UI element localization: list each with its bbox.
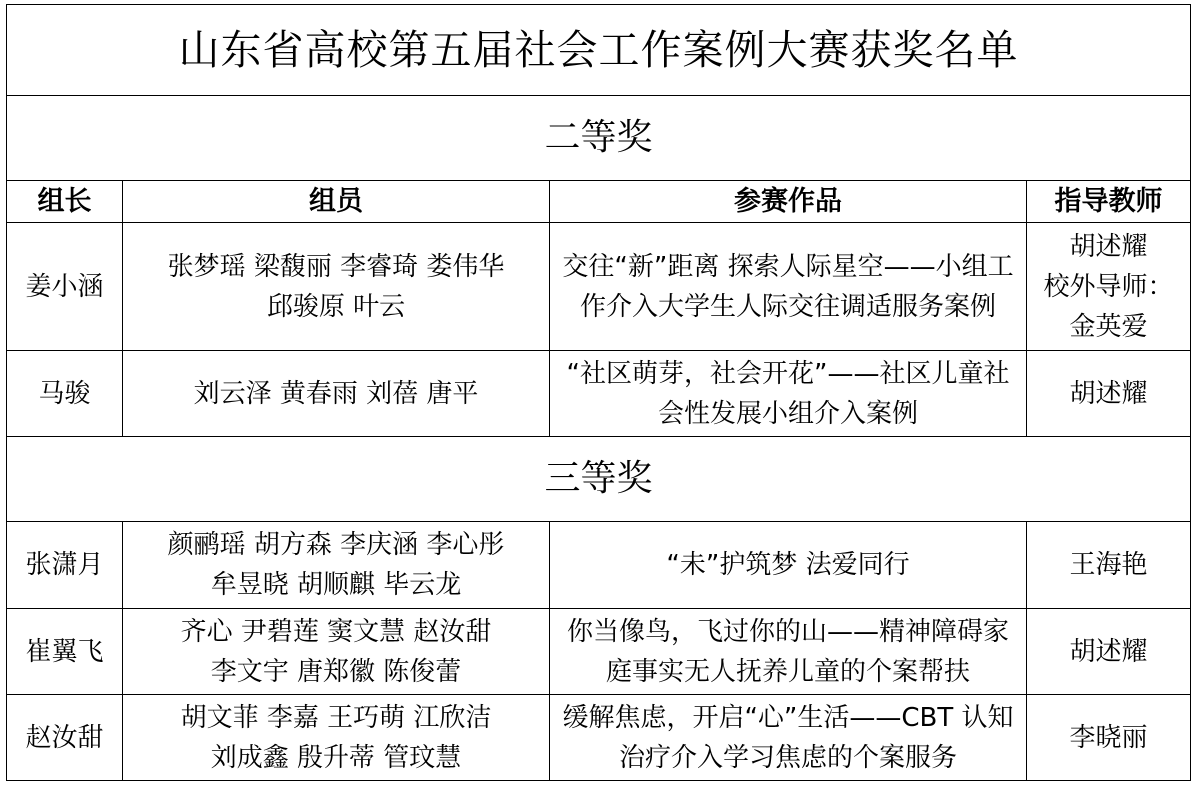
- members-line: 齐心 尹碧莲 窦文慧 赵汝甜: [180, 616, 492, 647]
- members-cell: [123, 351, 550, 437]
- work-title: “未”护筑梦 法爱同行: [666, 550, 910, 580]
- header-advisor: 指导教师: [1027, 181, 1191, 223]
- section-title-third-prize: 三等奖: [7, 437, 1191, 522]
- members-line: 刘成鑫 殷升蒂 管玟慧: [210, 742, 462, 773]
- advisor-line: 胡述耀: [1069, 378, 1148, 409]
- table-row: [7, 223, 1191, 351]
- work-title: 缓解焦虑，开启“心”生活——CBT 认知治疗介入学习焦虑的个案服务: [562, 702, 1014, 773]
- leader-cell: 张潇月: [7, 522, 123, 609]
- header-members: 组员: [123, 181, 550, 223]
- header-work: 参赛作品: [550, 181, 1027, 223]
- section-row-third-prize: [7, 437, 1191, 522]
- award-list-table: [6, 4, 1191, 781]
- advisor-cell: [1027, 351, 1191, 437]
- members-line: 颜鹂瑶 胡方森 李庆涵 李心彤: [167, 530, 505, 560]
- section-row-second-prize: [7, 96, 1191, 181]
- header-leader: 组长: [7, 181, 123, 223]
- members-line: 李文宇 唐郑徽 陈俊蕾: [210, 656, 462, 687]
- members-line: 张梦瑶 梁馥丽 李睿琦 娄伟华: [167, 251, 505, 282]
- members-cell: [123, 522, 550, 609]
- advisor-line: 王海艳: [1069, 550, 1148, 580]
- members-line: 邱骏原 叶云: [266, 291, 406, 322]
- advisor-cell: [1027, 223, 1191, 351]
- advisor-line: 李晓丽: [1069, 722, 1148, 753]
- advisor-cell: [1027, 522, 1191, 609]
- work-cell: [550, 223, 1027, 351]
- work-cell: [550, 351, 1027, 437]
- work-cell: [550, 609, 1027, 695]
- work-title: 你当像鸟，飞过你的山——精神障碍家庭事实无人抚养儿童的个案帮扶: [566, 616, 1009, 687]
- leader-cell: 赵汝甜: [7, 695, 123, 781]
- table-row: [7, 522, 1191, 609]
- advisor-line: 校外导师：: [1043, 271, 1174, 302]
- members-cell: [123, 695, 550, 781]
- advisor-line: 胡述耀: [1069, 636, 1148, 667]
- title-row: [7, 5, 1191, 96]
- table-row: [7, 695, 1191, 781]
- work-cell: [550, 695, 1027, 781]
- table-row: [7, 609, 1191, 695]
- members-line: 刘云泽 黄春雨 刘蓓 唐平: [193, 378, 479, 409]
- advisor-line: 胡述耀: [1069, 231, 1148, 262]
- page-title: 山东省高校第五届社会工作案例大赛获奖名单: [7, 5, 1191, 96]
- work-title: 交往“新”距离 探索人际星空——小组工作介入大学生人际交往调适服务案例: [562, 251, 1014, 322]
- advisor-cell: [1027, 695, 1191, 781]
- members-cell: [123, 223, 550, 351]
- work-title: “社区萌芽，社会开花”——社区儿童社会性发展小组介入案例: [566, 358, 1010, 429]
- table-header-row: [7, 181, 1191, 223]
- advisor-line: 金英爱: [1069, 311, 1148, 342]
- section-title-second-prize: 二等奖: [7, 96, 1191, 181]
- table-row: [7, 351, 1191, 437]
- members-cell: [123, 609, 550, 695]
- work-cell: [550, 522, 1027, 609]
- members-line: 胡文菲 李嘉 王巧萌 江欣洁: [180, 702, 492, 733]
- advisor-cell: [1027, 609, 1191, 695]
- leader-cell: 马骏: [7, 351, 123, 437]
- leader-cell: 崔翼飞: [7, 609, 123, 695]
- leader-cell: 姜小涵: [7, 223, 123, 351]
- members-line: 牟昱晓 胡顺麒 毕云龙: [210, 570, 462, 600]
